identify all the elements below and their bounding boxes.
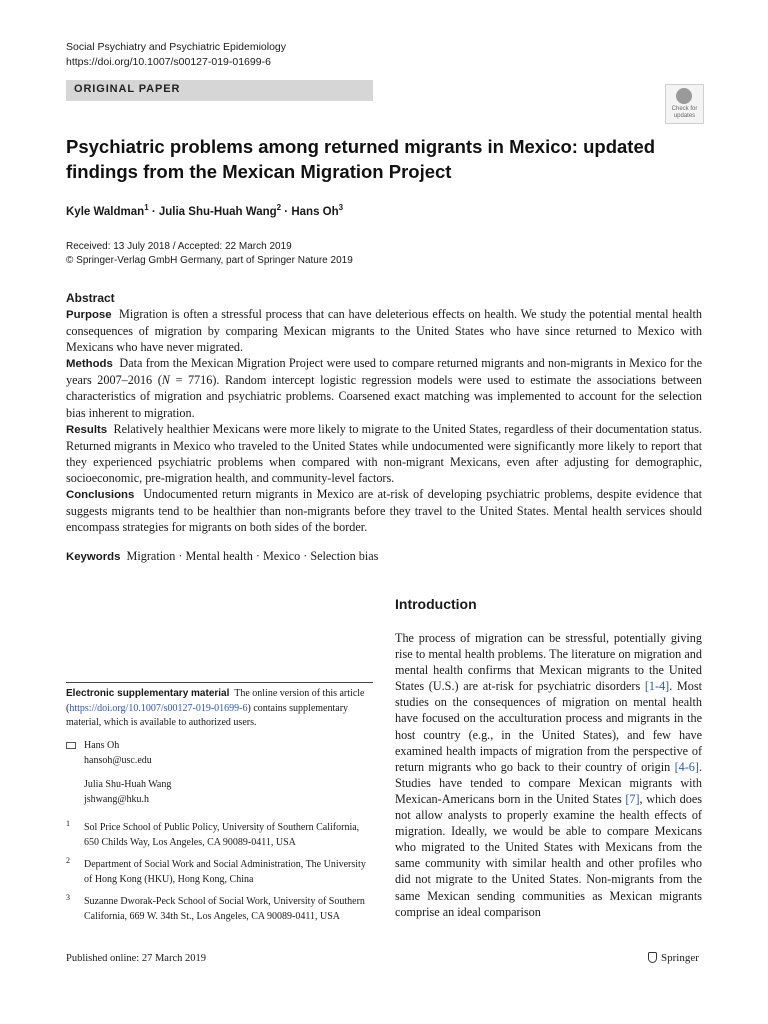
check-for-updates-label: Check for updates: [671, 106, 698, 119]
check-for-updates-badge[interactable]: [665, 84, 704, 124]
abstract-conclusions-text: Undocumented return migrants in Mexico are at-risk of developing psychiatric problems, despite evidence that suggests migrants tend to be healthier than non-migrants before they travel to the United States. Mental health services should encompass strategies for migrants on both sides of the border.: [66, 487, 702, 535]
introduction-body: [395, 630, 702, 920]
supplementary-material-note: [66, 687, 373, 731]
affiliation-number: 3: [66, 893, 70, 902]
esm-doi-link[interactable]: https://doi.org/10.1007/s00127-019-01699-6: [69, 702, 248, 714]
publisher-name: Springer: [661, 952, 699, 964]
esm-text: The online version of this article (: [66, 688, 365, 714]
abstract-results-label: Results: [66, 423, 108, 436]
author-affiliation-mark: 1: [144, 203, 149, 212]
abstract-purpose-text: Migration is often a stressful process that can have deleterious effects on health. We study the potential mental health consequences of migration by comparing Mexican migrants to the United States who have since returned to Mexico with Mexicans who have never migrated.: [66, 307, 703, 355]
contact-name: Julia Shu-Huah Wang: [84, 779, 172, 790]
intro-text: . Studies have tended to compare Mexican migrants with Mexican-Americans born in the United States: [395, 759, 702, 806]
intro-text: , which does not allow analysts to properly examine the health effects of migration. Ideally, we would be able to compare Mexicans who migrated to the United States with Mexicans from the same community with similar health and other profiles who did not migrate to the United States. Non-migrants from the same Mexican sending communities as Mexican migrants comprise an ideal comparison: [395, 791, 702, 919]
article-doi[interactable]: https://doi.org/10.1007/s00127-019-01699-6: [66, 56, 271, 68]
abstract-methods-label: Methods: [66, 358, 113, 371]
copyright-notice: © Springer-Verlag GmbH Germany, part of Springer Nature 2019: [66, 255, 353, 266]
author-affiliation-mark: 3: [338, 203, 344, 212]
paper-type-banner: [66, 80, 373, 101]
contact-name: Hans Oh: [84, 740, 120, 751]
author-list: Kyle Waldman$^1$ · Julia Shu-Huah Wang$^2$ · Hans Oh$^3$: [66, 203, 344, 218]
abstract-methods-n: N: [161, 373, 170, 388]
footnote-divider: [66, 682, 373, 683]
abstract-results-text: Relatively healthier Mexicans were more likely to migrate to the United States, regardless of their documentation status. Returned migrants in Mexico who traveled to the United States while undocumented were significantly more likely to report that they experienced psychiatric problems when compared with non-migrant Mexicans, even after adjusting for demographic, socioeconomic, pre-migration health, and community-level factors.: [66, 421, 703, 485]
check-for-updates-icon: [676, 88, 692, 104]
paper-type-label: ORIGINAL PAPER: [74, 83, 181, 95]
correspondence-block: [66, 739, 373, 924]
intro-text: . Most studies on the consequences of migration on mental health have focused on the acculturation process and migrants in the host country (e.g., in the United States), and few have examined health impacts of migration from the perspective of return migrants who go back to their country of origin: [395, 679, 702, 774]
affiliation-entry: [66, 895, 373, 924]
abstract-conclusions: [66, 486, 702, 535]
affiliation-number: 1: [66, 819, 70, 828]
abstract-methods-text: Data from the Mexican Migration Project were used to compare returned migrants and non-migrants in Mexico for the years 2007–2016 (: [66, 356, 703, 388]
abstract-body: [66, 306, 702, 535]
published-online-date: Published online: 27 March 2019: [66, 953, 206, 964]
keywords-label: Keywords: [66, 551, 121, 563]
author-name: Hans Oh: [291, 205, 339, 218]
affiliation-number: 2: [66, 856, 70, 865]
abstract-methods: [66, 355, 702, 420]
abstract-heading: Abstract: [66, 291, 115, 305]
affiliation-text: Suzanne Dworak-Peck School of Social Work, University of Southern California, 669 W. 34th St., Los Angeles, CA 90089-0411, USA: [84, 896, 365, 922]
citation-link[interactable]: [7]: [625, 791, 640, 806]
received-accepted-dates: Received: 13 July 2018 / Accepted: 22 March 2019: [66, 241, 292, 252]
contact-entry: [66, 739, 373, 768]
keywords-text: Migration · Mental health · Mexico · Selection bias: [126, 549, 379, 563]
introduction-heading: Introduction: [395, 596, 477, 612]
contact-email[interactable]: hansoh@usc.edu: [84, 754, 152, 766]
contact-entry: [66, 778, 373, 807]
affiliation-text: Sol Price School of Public Policy, University of Southern California, 650 Childs Way, Los Angeles, CA 90089-0411, USA: [84, 822, 360, 848]
abstract-results: [66, 421, 702, 486]
intro-text: The process of migration can be stressful, potentially giving rise to mental health problems. The literature on migration and mental health confirms that Mexican migrants to the United States (U.S.) are at-risk for psychiatric disorders: [395, 631, 702, 694]
affiliation-entry: [66, 858, 373, 887]
publisher-logo: [648, 952, 699, 964]
author-name: Julia Shu-Huah Wang: [158, 205, 277, 218]
citation-link[interactable]: [1-4]: [644, 679, 670, 694]
affiliation-entry: [66, 821, 373, 850]
springer-horse-icon: [648, 952, 657, 963]
journal-name: Social Psychiatry and Psychiatric Epidemiology: [66, 41, 287, 53]
abstract-conclusions-label: Conclusions: [66, 489, 135, 502]
esm-text-cont: ) contains supplementary material, which is available to authorized users.: [66, 702, 349, 728]
esm-label: Electronic supplementary material: [66, 688, 230, 699]
keywords-line: [66, 549, 378, 564]
abstract-purpose-label: Purpose: [66, 309, 112, 321]
contact-email[interactable]: jshwang@hku.h: [84, 793, 150, 805]
affiliation-text: Department of Social Work and Social Administration, The University of Hong Kong (HKU), Hong Kong, China: [84, 859, 366, 885]
author-name: Kyle Waldman: [66, 205, 145, 218]
author-affiliation-mark: 2: [276, 203, 282, 212]
abstract-purpose: [66, 306, 702, 355]
citation-link[interactable]: [4-6]: [674, 759, 699, 774]
abstract-methods-text-cont: = 7716). Random intercept logistic regression models were used to estimate the associations between characteristics of migration and psychiatric problems. Coarsened exact matching was implemented to account for the selection bias inherent to migration.: [66, 373, 702, 420]
article-title: Psychiatric problems among returned migrants in Mexico: updated findings from the Mexican Migration Project: [66, 136, 656, 182]
envelope-icon: [66, 742, 76, 749]
